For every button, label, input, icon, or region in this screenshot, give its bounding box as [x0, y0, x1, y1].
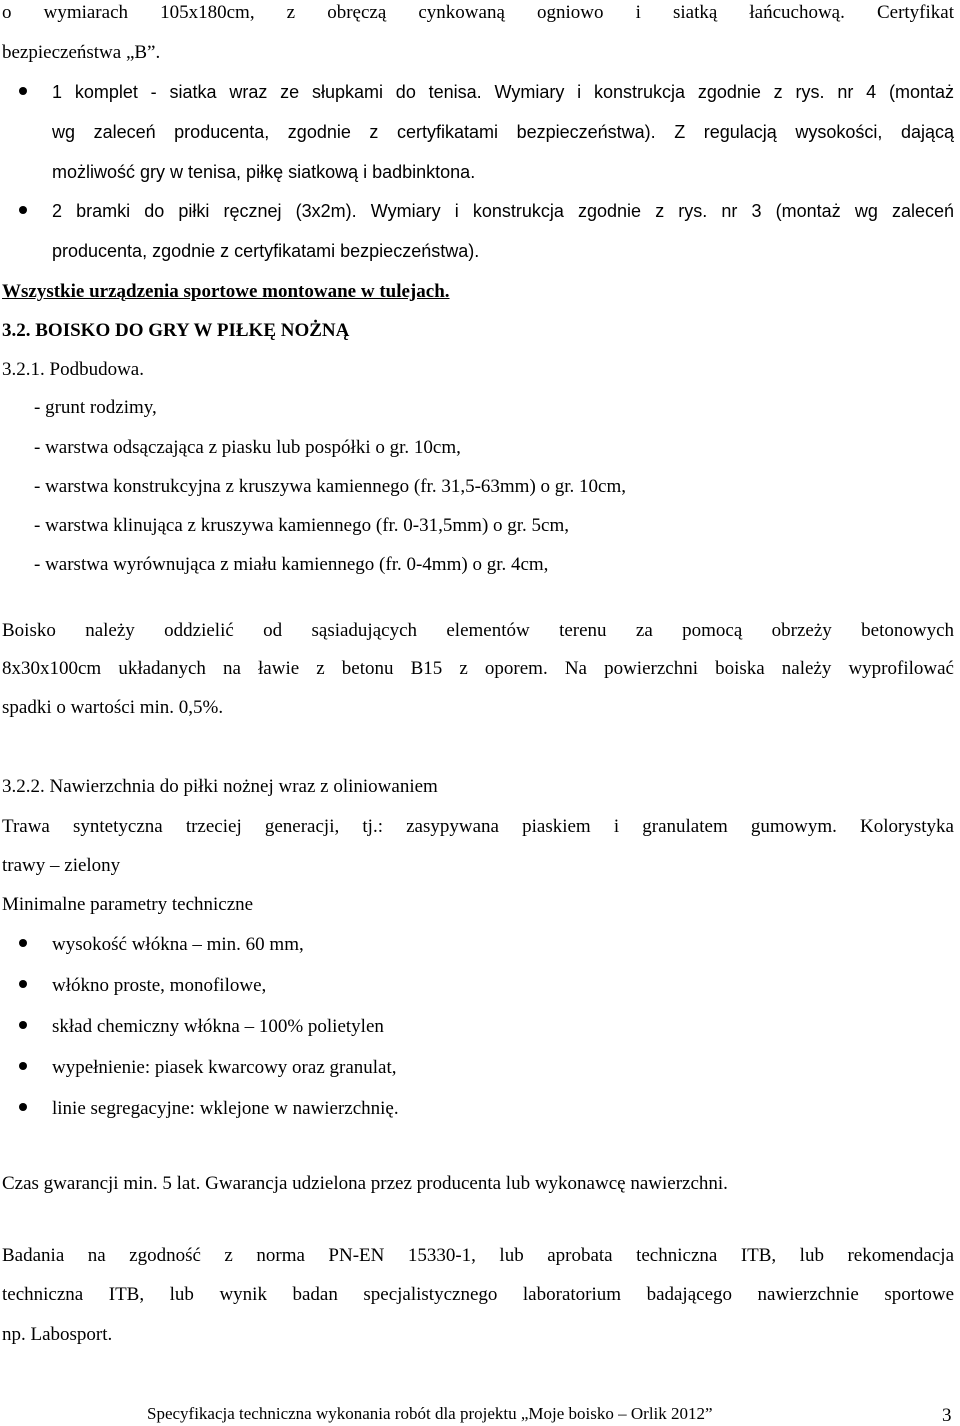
- param-item: skład chemiczny włókna – 100% polietylen: [52, 1016, 384, 1037]
- paragraph-line: np. Labosport.: [2, 1324, 113, 1345]
- paragraph-line: Trawa syntetyczna trzeciej generacji, tj.: zasypywana piaskiem i granulatem gumowym. Kolorystyka: [2, 816, 954, 837]
- param-item: włókno proste, monofilowe,: [52, 975, 267, 996]
- subsection-heading: 3.2.1. Podbudowa.: [2, 359, 144, 380]
- page-number: 3: [942, 1405, 952, 1426]
- layer-item: - warstwa klinująca z kruszywa kamiennego (fr. 0-31,5mm) o gr. 5cm,: [34, 515, 570, 536]
- bullet-icon: [19, 206, 27, 214]
- layer-item: - warstwa konstrukcyjna z kruszywa kamiennego (fr. 31,5-63mm) o gr. 10cm,: [34, 476, 627, 497]
- paragraph-line: spadki o wartości min. 0,5%.: [2, 697, 224, 718]
- bullet-icon: [19, 1062, 27, 1070]
- param-item: wypełnienie: piasek kwarcowy oraz granulat,: [52, 1057, 397, 1078]
- bullet-icon: [19, 980, 27, 988]
- bullet-icon: [19, 1021, 27, 1029]
- bullet-icon: [19, 1103, 27, 1111]
- paragraph-line: bezpieczeństwa „B”.: [2, 42, 161, 63]
- paragraph-line: trawy – zielony: [2, 855, 121, 876]
- layer-item: - grunt rodzimy,: [34, 397, 157, 418]
- layer-item: - warstwa wyrównująca z miału kamiennego (fr. 0-4mm) o gr. 4cm,: [34, 554, 549, 575]
- paragraph-line: 8x30x100cm układanych na ławie z betonu B15 z oporem. Na powierzchni boiska należy wyprofilować: [2, 658, 954, 679]
- params-label: Minimalne parametry techniczne: [2, 894, 254, 915]
- param-item: wysokość włókna – min. 60 mm,: [52, 934, 304, 955]
- bullet-line: 2 bramki do piłki ręcznej (3x2m). Wymiary i konstrukcja zgodnie z rys. nr 3 (montaż wg zaleceń: [52, 201, 954, 221]
- note-underlined: Wszystkie urządzenia sportowe montowane w tulejach.: [2, 281, 450, 302]
- bullet-icon: [19, 87, 27, 95]
- param-item: linie segregacyjne: wklejone w nawierzchnię.: [52, 1098, 399, 1119]
- bullet-line: możliwość gry w tenisa, piłkę siatkową i badbinktona.: [52, 162, 476, 182]
- paragraph-line: techniczna ITB, lub wynik badan specjalistycznego laboratorium badającego nawierzchnie sportowe: [2, 1284, 954, 1305]
- bullet-line: producenta, zgodnie z certyfikatami bezpieczeństwa).: [52, 241, 480, 261]
- bullet-line: 1 komplet - siatka wraz ze słupkami do tenisa. Wymiary i konstrukcja zgodnie z rys. nr 4 (montaż: [52, 82, 954, 102]
- paragraph-line: o wymiarach 105x180cm, z obręczą cynkowaną ogniowo i siatką łańcuchową. Certyfikat: [2, 2, 954, 23]
- paragraph-line: Boisko należy oddzielić od sąsiadujących elementów terenu za pomocą obrzeży betonowych: [2, 620, 954, 641]
- bullet-icon: [19, 939, 27, 947]
- footer-text: Specyfikacja techniczna wykonania robót dla projektu „Moje boisko – Orlik 2012”: [147, 1404, 713, 1423]
- section-heading: 3.2. BOISKO DO GRY W PIŁKĘ NOŻNĄ: [2, 320, 350, 341]
- layer-item: - warstwa odsączająca z piasku lub pospółki o gr. 10cm,: [34, 437, 461, 458]
- paragraph-line: Badania na zgodność z norma PN-EN 15330-1, lub aprobata techniczna ITB, lub rekomendacja: [2, 1245, 954, 1266]
- bullet-line: wg zaleceń producenta, zgodnie z certyfikatami bezpieczeństwa). Z regulacją wysokości, dającą: [52, 122, 954, 142]
- warranty-text: Czas gwarancji min. 5 lat. Gwarancja udzielona przez producenta lub wykonawcę nawierzchni.: [2, 1173, 728, 1194]
- subsection-heading: 3.2.2. Nawierzchnia do piłki nożnej wraz z oliniowaniem: [2, 776, 438, 797]
